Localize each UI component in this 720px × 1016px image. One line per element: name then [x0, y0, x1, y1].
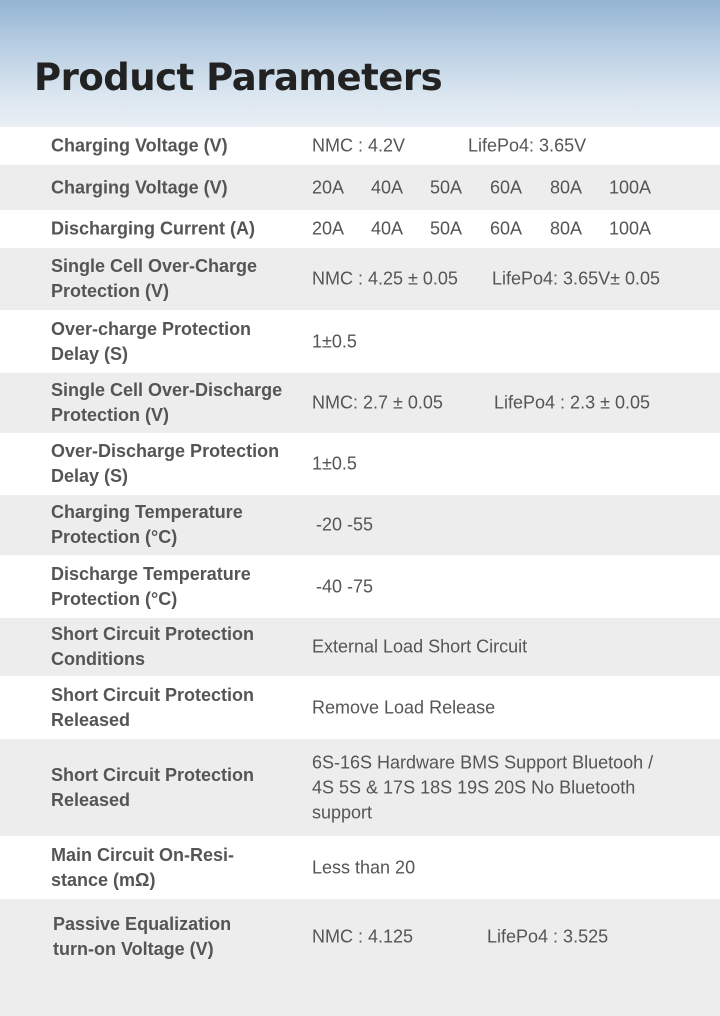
value-cell: 20A	[312, 177, 345, 197]
row-label: Single Cell Over-Charge Protection (V)	[51, 256, 258, 301]
row-value	[312, 391, 682, 416]
header-banner	[0, 0, 720, 127]
footer-background	[0, 975, 720, 1016]
table-row	[0, 127, 720, 165]
table-row	[0, 618, 720, 676]
table-row	[0, 433, 720, 495]
row-label: Single Cell Over-Discharge Protection (V)	[51, 380, 283, 425]
table-row	[0, 210, 720, 248]
page-title: Product Parameters	[34, 56, 443, 99]
row-label: Charging Voltage (V)	[51, 135, 228, 156]
value-cell: 50A	[430, 177, 463, 197]
table-row	[0, 495, 720, 555]
table-row	[0, 310, 720, 373]
value-cell: LifePo4 : 2.3 ± 0.05	[494, 392, 650, 413]
row-label: Charging Voltage (V)	[51, 177, 228, 197]
row-value	[312, 175, 682, 200]
row-value: External Load Short Circuit	[312, 636, 528, 657]
row-value	[312, 925, 682, 950]
row-value: 1±0.5	[312, 453, 357, 474]
row-label: Discharging Current (A)	[51, 218, 256, 239]
row-label: Discharge Temperature Protection (°C)	[51, 563, 251, 609]
value-cell: 50A	[430, 218, 463, 239]
value-cell: 60A	[490, 177, 523, 197]
parameters-table	[0, 127, 720, 975]
row-label: Over-Discharge Protection Delay (S)	[51, 441, 280, 486]
value-cell: 60A	[490, 218, 523, 239]
table-row	[0, 373, 720, 433]
row-value	[312, 267, 682, 292]
table-row	[0, 836, 720, 899]
row-label: Short Circuit Protection Released	[51, 684, 255, 730]
table-row	[0, 248, 720, 310]
row-value: 6S-16S Hardware BMS Support Bluetooh / 4S 5S & 17S 18S 19S 20S No Bluetooth support	[312, 752, 654, 822]
table-row	[0, 676, 720, 739]
row-label: Short Circuit Protection Conditions	[51, 624, 255, 669]
value-cell: 100A	[609, 218, 652, 239]
value-cell: LifePo4 : 3.525	[487, 926, 609, 947]
value-cell: NMC: 2.7 ± 0.05	[312, 392, 443, 413]
value-cell: 40A	[371, 177, 404, 197]
row-value	[312, 134, 682, 159]
table-row	[0, 555, 720, 618]
table-row	[0, 899, 720, 975]
value-cell: LifePo4: 3.65V± 0.05	[492, 268, 661, 289]
table-row	[0, 165, 720, 210]
value-cell: NMC : 4.25 ± 0.05	[312, 268, 458, 289]
value-cell: 40A	[371, 218, 404, 239]
value-cell: 20A	[312, 218, 345, 239]
row-value	[312, 217, 682, 242]
row-label: Main Circuit On-Resi- stance (mΩ)	[51, 844, 235, 890]
row-value: Less than 20	[312, 857, 416, 877]
row-label: Over-charge Protection Delay (S)	[51, 318, 252, 364]
value-cell: 100A	[609, 177, 652, 197]
row-value: 1±0.5	[312, 331, 357, 351]
row-value: Remove Load Release	[312, 697, 496, 717]
value-cell: NMC : 4.2V	[312, 135, 406, 156]
value-cell: LifePo4: 3.65V	[468, 135, 587, 156]
row-value: -20 -55	[316, 514, 374, 535]
value-cell: 80A	[550, 218, 583, 239]
row-label: Short Circuit Protection Released	[51, 764, 255, 810]
row-label: Passive Equalization turn-on Voltage (V)	[53, 914, 232, 959]
value-cell: NMC : 4.125	[312, 926, 414, 947]
row-value: -40 -75	[316, 576, 374, 596]
row-label: Charging Temperature Protection (°C)	[51, 502, 243, 547]
table-row	[0, 739, 720, 836]
value-cell: 80A	[550, 177, 583, 197]
